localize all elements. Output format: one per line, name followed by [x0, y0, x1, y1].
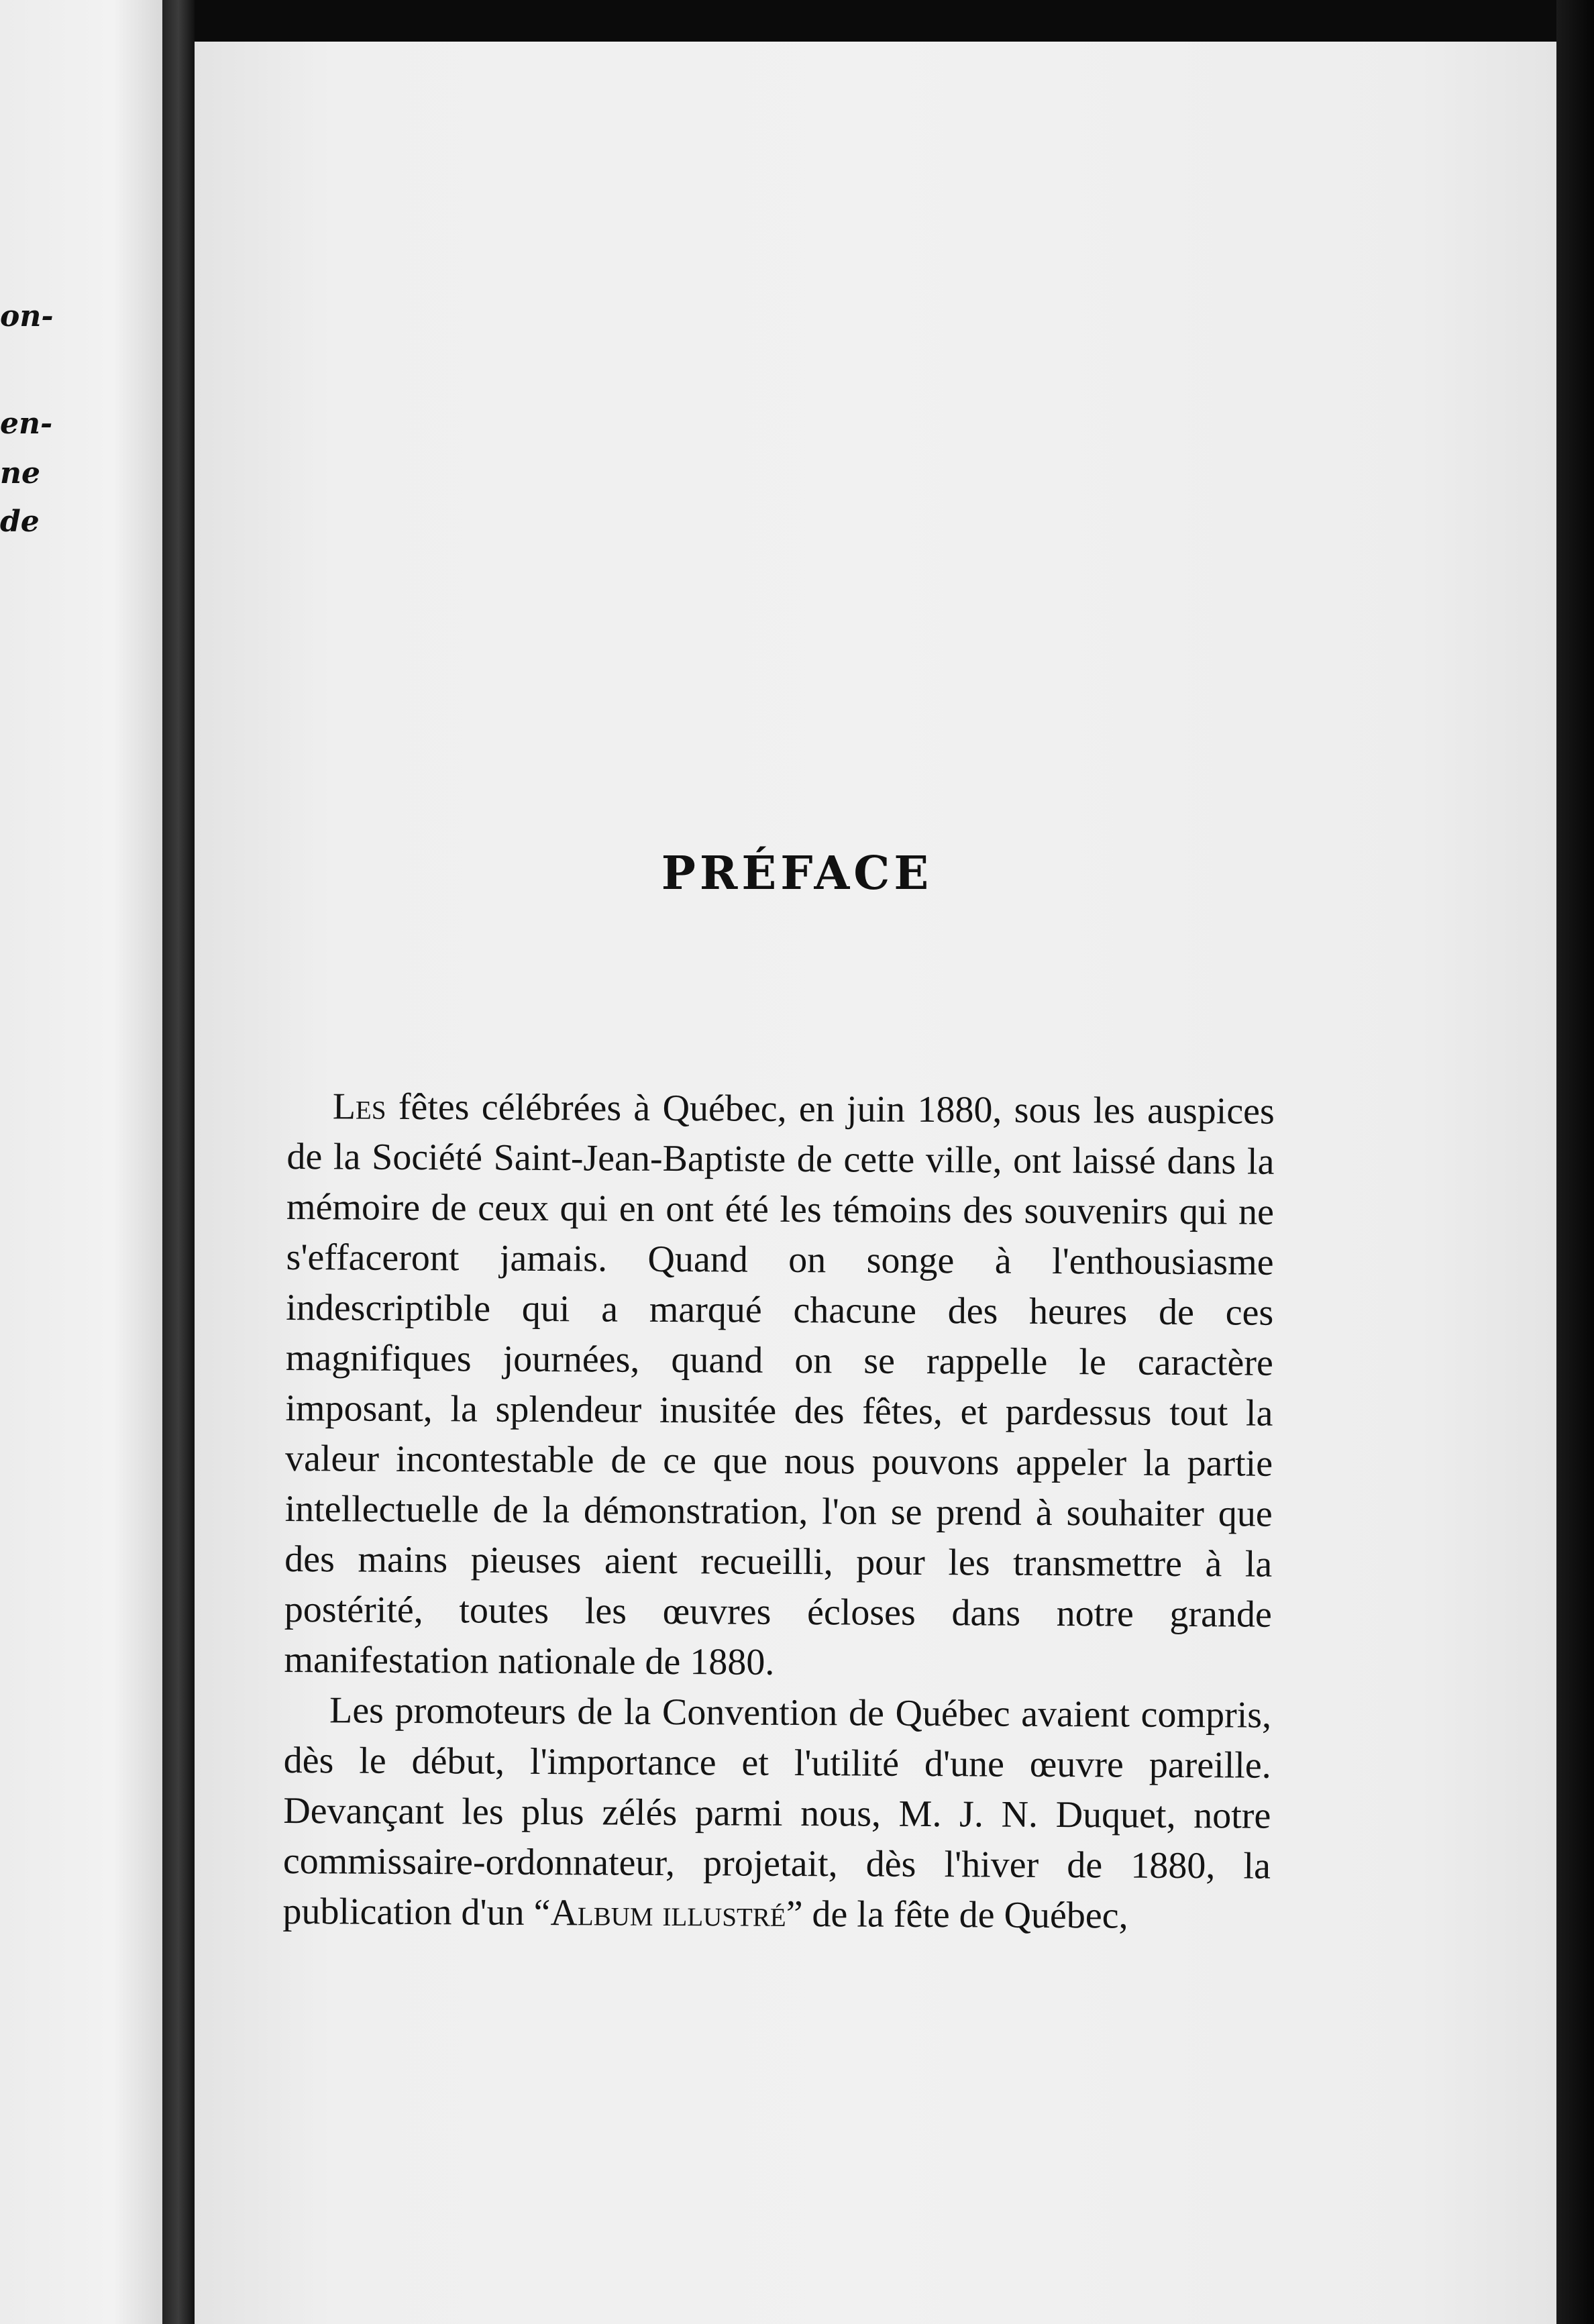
paragraph-2-text-before: Les promoteurs de la Convention de Québec avaient compris, dès le début, l'importance et l'utilité d'une œuvre pareille. Devançant les plus zélés parmi nous, M. J. N. Duquet, notre commissaire-ordonnateur, projetait, dès l'hiver de 1880, la publication d'un “	[282, 1689, 1272, 1934]
left-page-fragment: on-	[0, 299, 54, 333]
left-page-fragment: de	[0, 505, 40, 539]
page-title: PRÉFACE	[661, 847, 933, 900]
paragraph-2	[282, 1685, 1271, 1942]
scan-right-edge	[1556, 0, 1594, 2324]
paragraph-lead-word: Les	[332, 1086, 386, 1128]
paragraph-1-text: fêtes célébrées à Québec, en juin 1880, sous les auspices de la Société Saint-Jean-Baptiste de cette ville, ont laissé dans la mémoire de ceux qui en ont été les témoins des souvenirs qui ne s'effaceront jamais. Quand on songe à l'enthousiasme indescriptible qui a marqué chacune des heures de ces magnifiques journées, quand on se rappelle le caractère imposant, la splendeur inusitée des fêtes, et pardessus tout la valeur incontestable de ce que nous pouvons appeler la partie intellectuelle de la démonstration, l'on se prend à souhaiter que des mains pieuses aient recueilli, pour les transmettre à la postérité, toutes les œuvres écloses dans notre grande manifestation nationale de 1880.	[284, 1086, 1275, 1683]
page-gutter-shadow	[162, 0, 195, 2324]
paragraph-2-text-after: ” de la fête de Québec,	[786, 1893, 1128, 1937]
left-page-fragment: ne	[0, 456, 40, 490]
album-title: Album illustré	[550, 1892, 786, 1935]
adjoining-left-page	[0, 0, 162, 2324]
scan-top-shadow	[162, 0, 1594, 40]
body-text	[282, 1081, 1275, 1942]
left-page-fragment: en-	[0, 407, 53, 441]
paragraph-1	[284, 1081, 1275, 1691]
